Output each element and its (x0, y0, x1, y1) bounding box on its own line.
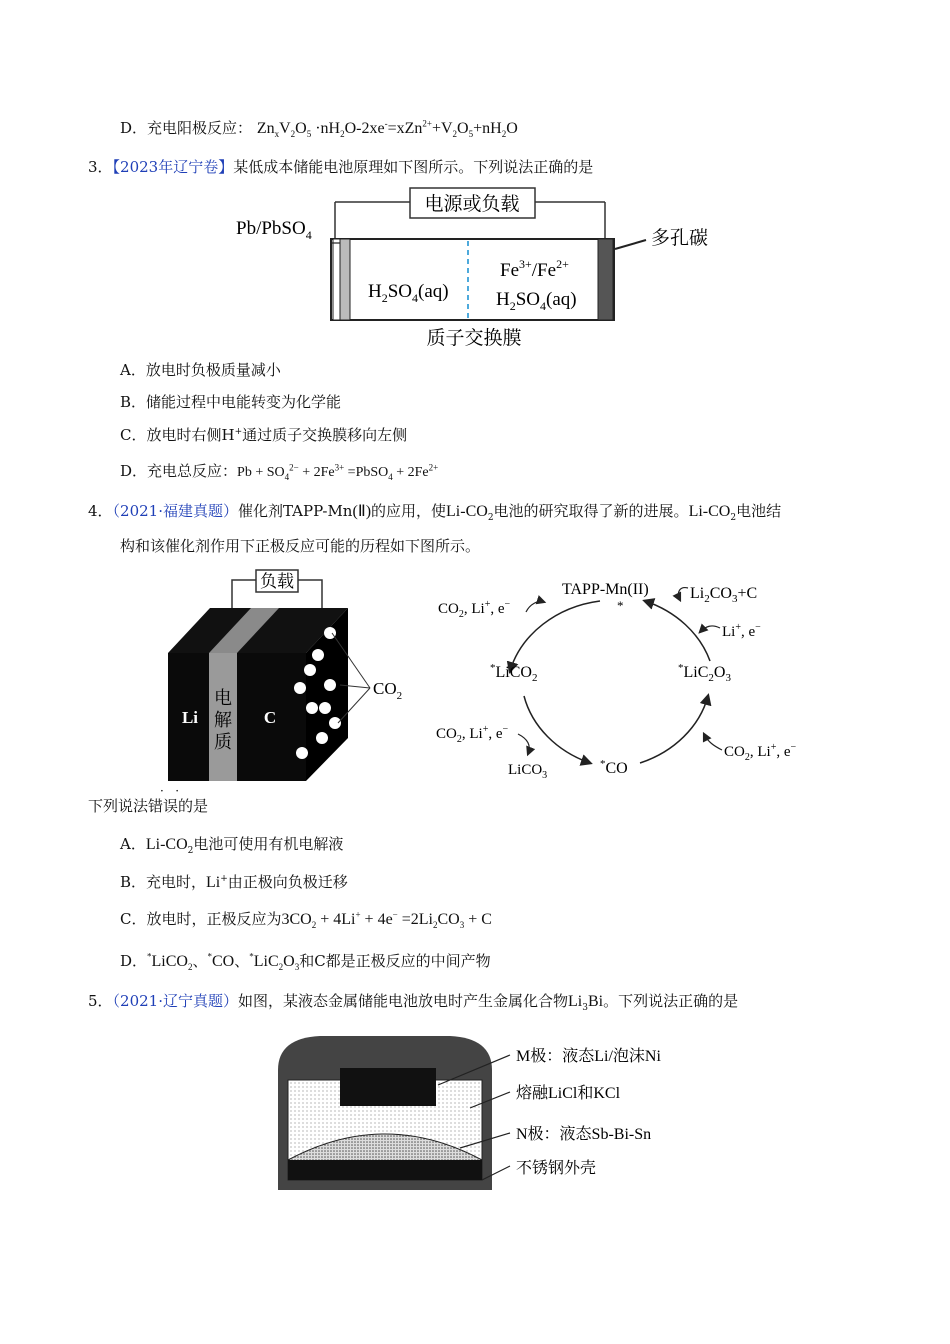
q2-option-d-label: D．充电阳极反应： (120, 119, 253, 137)
q4-cycle-top-star: * (617, 598, 624, 613)
q3-option-c: C．放电时右侧H+通过质子交换膜移向左侧 (120, 426, 408, 444)
q3-option-b: B．储能过程中电能转变为化学能 (120, 393, 342, 411)
q4-emphasis-dots: · · (160, 784, 180, 798)
q5-shell-label: 不锈钢外壳 (516, 1160, 597, 1177)
q3-right-electrode-label: 多孔碳 (651, 228, 709, 249)
q4-cycle-top: TAPP-Mn(II) (562, 581, 649, 598)
q5-battery-figure (270, 1030, 690, 1195)
q2-option-d-equation: $Zn_xV_2O_5 \cdot nH_2O-2xe^-=xZn^{2+}+V_2O_5+nH_2O$ (256, 118, 518, 140)
q4-load-label: 负载 (260, 572, 294, 591)
q4-li-label: Li (181, 708, 199, 727)
q2-option-d (120, 117, 518, 140)
q5-n-label: N极：液态Sb-Bi-Sn (516, 1126, 652, 1143)
q4-electrolyte-char3: 质 (214, 732, 232, 752)
q4-option-b: B．充电时，Li+由正极向负极迁移 (120, 873, 348, 891)
q5-bottom-plate (288, 1160, 482, 1180)
q3-membrane-label: 质子交换膜 (426, 328, 522, 349)
q4-electrolyte-char2: 解 (214, 710, 232, 730)
q5-m-label: M极：液态Li/泡沫Ni (516, 1048, 661, 1065)
q5-melt-label: 熔融LiCl和KCl (516, 1085, 621, 1102)
q3-number: 3． (88, 158, 113, 176)
q4-cycle-right-top-out: $Li_2CO_3+C$ (690, 585, 758, 605)
q3-left-solution: $H_2SO_4(aq)$ (368, 281, 449, 305)
q3-option-a: A．放电时负极质量减小 (120, 361, 281, 379)
q3-source: 【2023年辽宁卷】 (112, 158, 234, 176)
q3-left-electrode (340, 239, 350, 320)
q3-option-d: D．充电总反应：$Pb + SO_4^{2-} + 2Fe^{3+}$ =PbSO$_4$ + $2Fe^{2+}$ (120, 462, 439, 482)
q4-cycle-right-bot-in: $CO_2$, Li+, e− (724, 742, 797, 763)
q3-right-electrode (598, 239, 613, 320)
q4-c-label: C (263, 708, 277, 727)
q3-stem-text: 某低成本储能电池原理如下图所示。下列说法正确的是 (233, 158, 594, 176)
q4-cycle-left-bot-out: LiCO$_3$ (508, 762, 548, 781)
q4-cycle-right-in: Li+, e− (722, 622, 761, 640)
q4-option-d: D．*LiCO$_2$、*CO、$^*LiC_2O_3$和C都是正极反应的中间产物 (120, 951, 491, 973)
q4-battery-figure (160, 568, 420, 783)
q3-right-ion: $Fe^{3+}/Fe^{2+}$ (500, 257, 569, 281)
q4-cycle-left-top-in: $CO_2$, Li+, e− (438, 599, 511, 620)
q4-option-a: A．$Li-CO_2$电池可使用有机电解液 (120, 835, 344, 856)
q4-question: 下列说法错误的是 (88, 797, 209, 815)
q3-left-electrode-label: Pb/PbSO$_4$ (236, 218, 312, 242)
q5-m-electrode (340, 1068, 436, 1106)
q4-co2-label: $CO_2$ (373, 679, 403, 702)
q4-cycle-right-mid: $^*LiC_2O_3$ (678, 662, 731, 684)
q3-right-solution: $H_2SO_4(aq)$ (496, 289, 577, 313)
q5-source: （2021·辽宁真题） (112, 992, 238, 1010)
q4-cycle-left-mid: *LiCO$_2$ (490, 662, 538, 684)
q3-box-label: 电源或负载 (424, 194, 520, 215)
q4-option-c: C．放电时，正极反应为$3CO_2 + 4Li^+ + 4e^- =2Li_2CO_3 + C$ (120, 909, 492, 931)
q3-battery-figure (230, 182, 750, 352)
q4-source: （2021·福建真题） (112, 502, 238, 520)
q4-cycle-figure (430, 566, 810, 784)
q4-stem-line2: 构和该催化剂作用下正极反应可能的历程如下图所示。 (120, 537, 481, 555)
q3-stem (88, 156, 593, 178)
q5-stem: 5．（2021·辽宁真题）如图，某液态金属储能电池放电时产生金属化合物$Li_3Bi$。下列说法正确的是 (88, 992, 739, 1013)
q4-electrolyte-char1: 电 (214, 688, 232, 708)
q4-cycle-bottom: *CO (600, 758, 628, 777)
q4-cycle-left-bot-in: $CO_2$, Li+, e− (436, 724, 509, 745)
q4-stem-line1: 4．（2021·福建真题）催化剂TAPP-Mn(Ⅱ)的应用，使$Li-CO_2$电池的研究取得了新的进展。$Li-CO_2$电池结 (88, 502, 782, 523)
